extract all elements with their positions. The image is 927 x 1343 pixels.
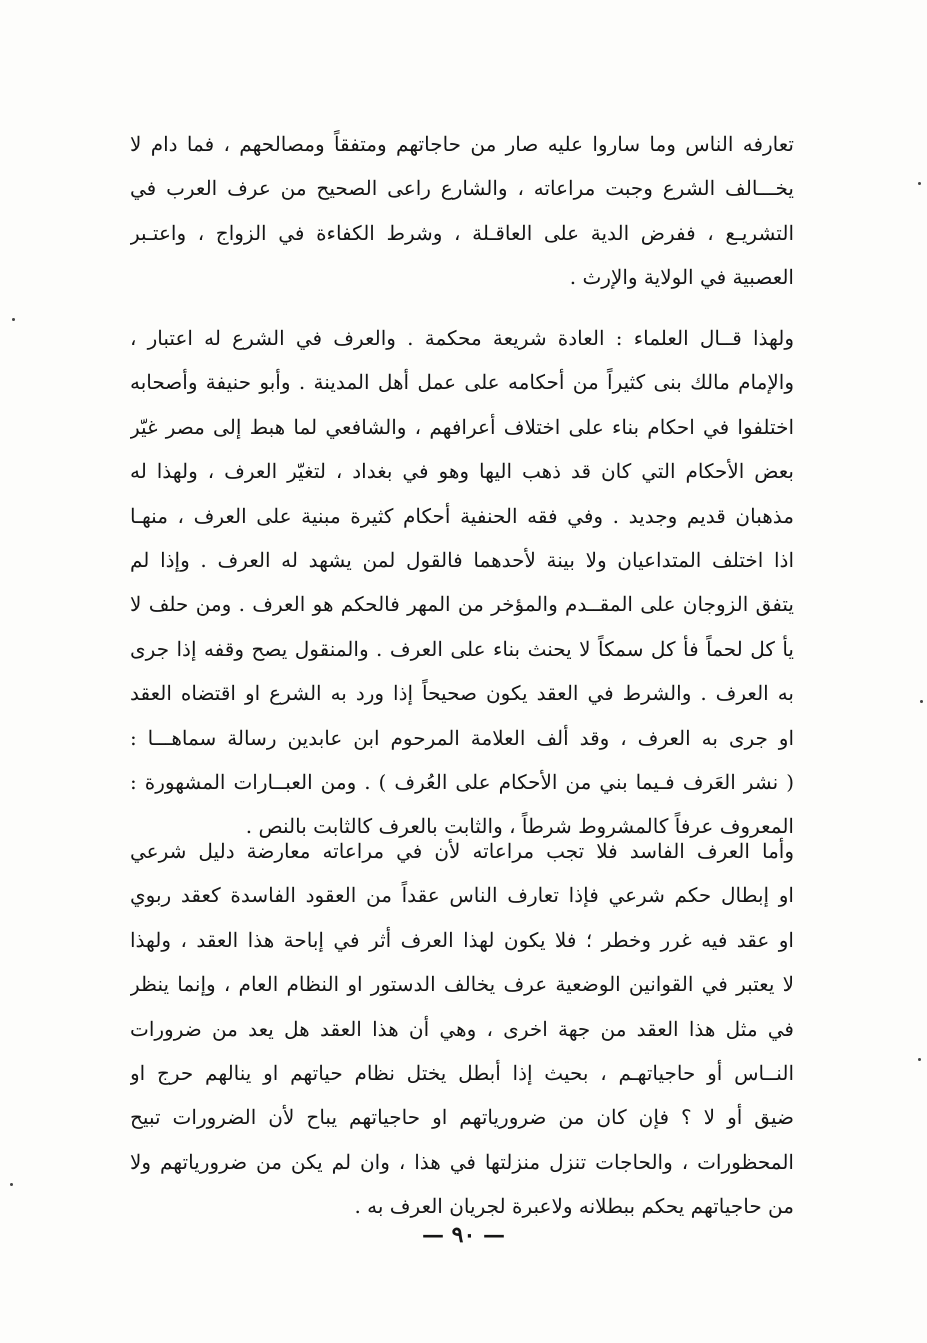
text-line: به العرف . والشرط في العقد يكون صحيحاً إذا ورد به الشرع او اقتضاه العقد — [130, 681, 794, 706]
text-line: المعروف عرفاً كالمشروط شرطاً ، والثابت بالعرف كالثابت بالنص . — [245, 814, 794, 839]
paragraph-1 — [130, 122, 794, 300]
text-line: تعارفه الناس وما ساروا عليه صار من حاجاتهم ومتفقاً ومصالحهم ، فما دام لا — [130, 132, 794, 156]
scan-speck — [918, 182, 921, 185]
text-line: ( نشر العَرف فـيما بني من الأحكام على العُرف ) . ومن العبــارات المشهورة : — [130, 769, 794, 794]
scan-speck — [920, 700, 923, 703]
text-line: اذا اختلف المتداعيان ولا بينة لأحدهما فالقول لمن يشهد له العرف . وإذا لم — [130, 547, 794, 572]
text-line: او إبطال حكم شرعي فإذا تعارف الناس عقداً من العقود الفاسدة كعقد ربوي — [130, 883, 794, 908]
text-line: المحظورات ، والحاجات تنزل منزلتها في هذا ، وان لم يكن من ضرورياتهم ولا — [130, 1149, 794, 1174]
text-line: ضيق أو لا ؟ فإن كان من ضرورياتهم او حاجياتهم يباح لأن الضرورات تبيح — [130, 1105, 794, 1130]
text-line: العصبية في الولاية والإرث . — [569, 265, 794, 290]
text-line: يتفق الزوجان على المقــدم والمؤخر من المهر فالحكم هو العرف . ومن حلف لا — [130, 592, 794, 617]
text-line: وأما العرف الفاسد فلا تجب مراعاته لأن في مراعاته معارضة دليل شرعي — [130, 839, 794, 863]
text-line: مذهبان قديم وجديد . وفي فقه الحنفية أحكام كثيرة مبنية على العرف ، منهـا — [130, 503, 794, 528]
scan-speck — [918, 1058, 921, 1061]
text-line: اختلفوا في احكام بناء على اختلاف أعرافهم ، والشافعي لما هبط إلى مصر غيّر — [130, 414, 794, 439]
text-line: في مثل هذا العقد من جهة اخرى ، وهي أن هذا العقد هل يعد من ضرورات — [130, 1016, 794, 1041]
text-line: بعض الأحكام التي كان قد ذهب اليها وهو في بغداد ، لتغيّر العرف ، ولهذا له — [130, 459, 794, 484]
scan-speck — [10, 1183, 13, 1186]
text-line: التشريـع ، ففرض الدية على العاقـلة ، وشرط الكفاءة في الزواج ، واعتـبر — [130, 220, 794, 245]
text-line: من حاجياتهم يحكم ببطلانه ولاعبرة لجريان العرف به . — [354, 1194, 794, 1219]
scan-speck — [12, 318, 15, 321]
text-line: والإمام مالك بنى كثيراً من أحكامه على عمل أهل المدينة . وأبو حنيفة وأصحابه — [130, 370, 794, 395]
text-line: النــاس أو حاجياتهـم ، بحيث إذا أبطل يختل نظام حياتهم او ينالهم حرج او — [130, 1060, 794, 1085]
text-line: لا يعتبر في القوانين الوضعية عرف يخالف الدستور او النظام العام ، وإنما ينظر — [130, 972, 794, 997]
page-number: — ٩٠ — — [422, 1222, 505, 1248]
paragraph-3 — [130, 829, 794, 1229]
text-line: او عقد فيه غرر وخطر ؛ فلا يكون لهذا العرف أثر في إباحة هذا العقد ، ولهذا — [130, 927, 794, 952]
text-line: يخـــالف الشرع وجبت مراعاته ، والشارع راعى الصحيح من عرف العرب في — [130, 176, 794, 201]
paragraph-2 — [130, 316, 794, 849]
text-line: او جرى به العرف ، وقد ألف العلامة المرحوم ابن عابدين رسالة سماهـــا : — [130, 725, 794, 750]
text-line: ولهذا قــال العلماء : العادة شريعة محكمة . والعرف في الشرع له اعتبار ، — [130, 326, 794, 350]
text-line: يأ كل لحماً فأ كل سمكاً لا يحنث بناء على العرف . والمنقول يصح وقفه إذا جرى — [130, 636, 794, 661]
